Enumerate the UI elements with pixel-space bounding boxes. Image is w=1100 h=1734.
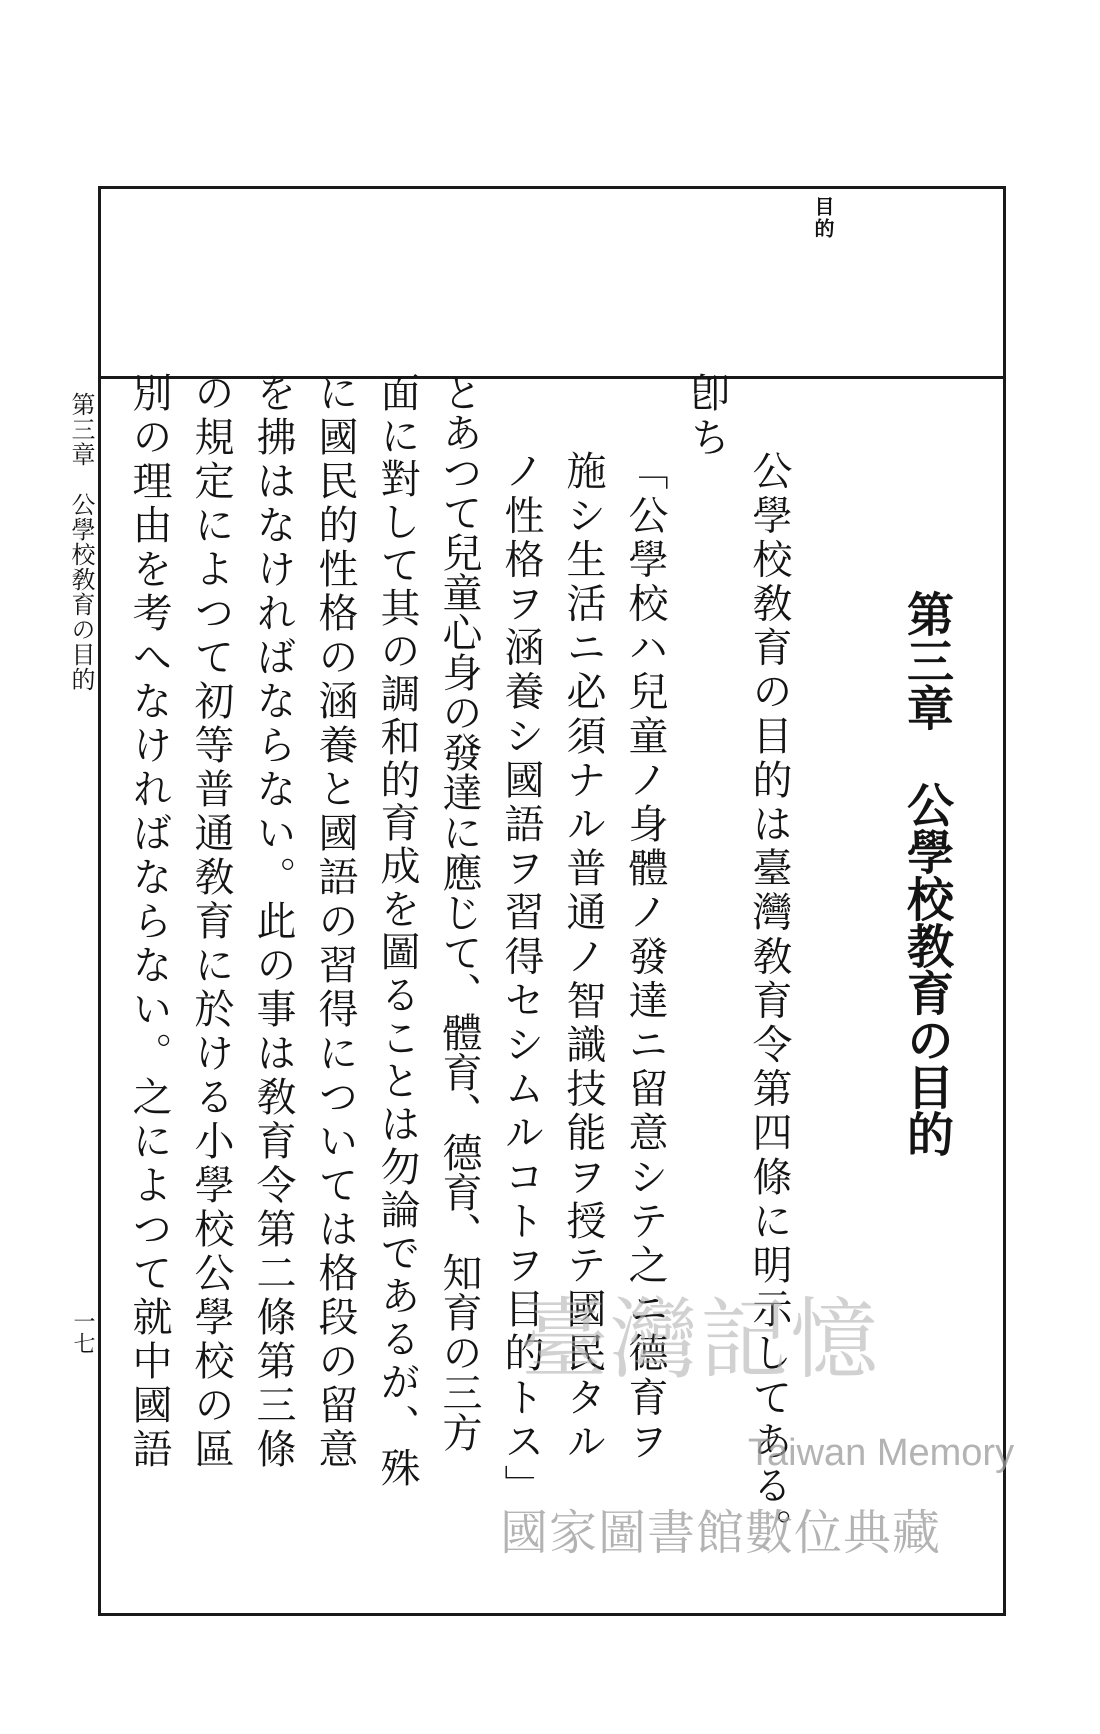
running-head: 第三章 公學校敎育の目的 xyxy=(67,392,95,692)
watermark-chinese: 國家圖書館數位典藏 xyxy=(500,1505,942,1561)
body-column-5: ノ性格ヲ涵養シ國語ヲ習得セシムルコトヲ目的トス」 xyxy=(498,450,544,1509)
body-column-4: 施シ生活ニ必須ナル普通ノ智識技能ヲ授テ國民タル xyxy=(560,450,606,1465)
chapter-heading xyxy=(898,590,954,1157)
body-column-2: 卽ち xyxy=(684,372,730,461)
chapter-number: 第三章 xyxy=(899,590,954,731)
body-column-6: とあつて兒童心身の發達に應じて、體育、德育、知育の三方 xyxy=(436,372,482,1452)
body-column-3: 「公學校ハ兒童ノ身體ノ發達ニ留意シテ之ニ德育ヲ xyxy=(622,450,668,1465)
chapter-title: 公學校教育の目的 xyxy=(899,781,954,1157)
page-number: 一七 xyxy=(70,1310,95,1354)
watermark-logo: 臺灣記憶 xyxy=(520,1288,881,1391)
body-column-9: を拂はなければならない。此の事は敎育令第二條第三條 xyxy=(250,372,296,1472)
body-column-8: に國民的性格の涵養と國語の習得については格段の留意 xyxy=(312,372,358,1472)
body-column-1: 公學校敎育の目的は臺灣敎育令第四條に明示してある。 xyxy=(746,450,792,1553)
margin-note: 目的 xyxy=(811,196,835,240)
body-column-10: の規定によつて初等普通敎育に於ける小學校公學校の區 xyxy=(188,372,234,1472)
watermark-english: Taiwan Memory xyxy=(748,1432,1015,1474)
body-column-7: 面に對して其の調和的育成を圖ることは勿論であるが、殊 xyxy=(374,372,420,1490)
body-column-11: 別の理由を考へなければならない。之によつて就中國語 xyxy=(126,372,172,1472)
